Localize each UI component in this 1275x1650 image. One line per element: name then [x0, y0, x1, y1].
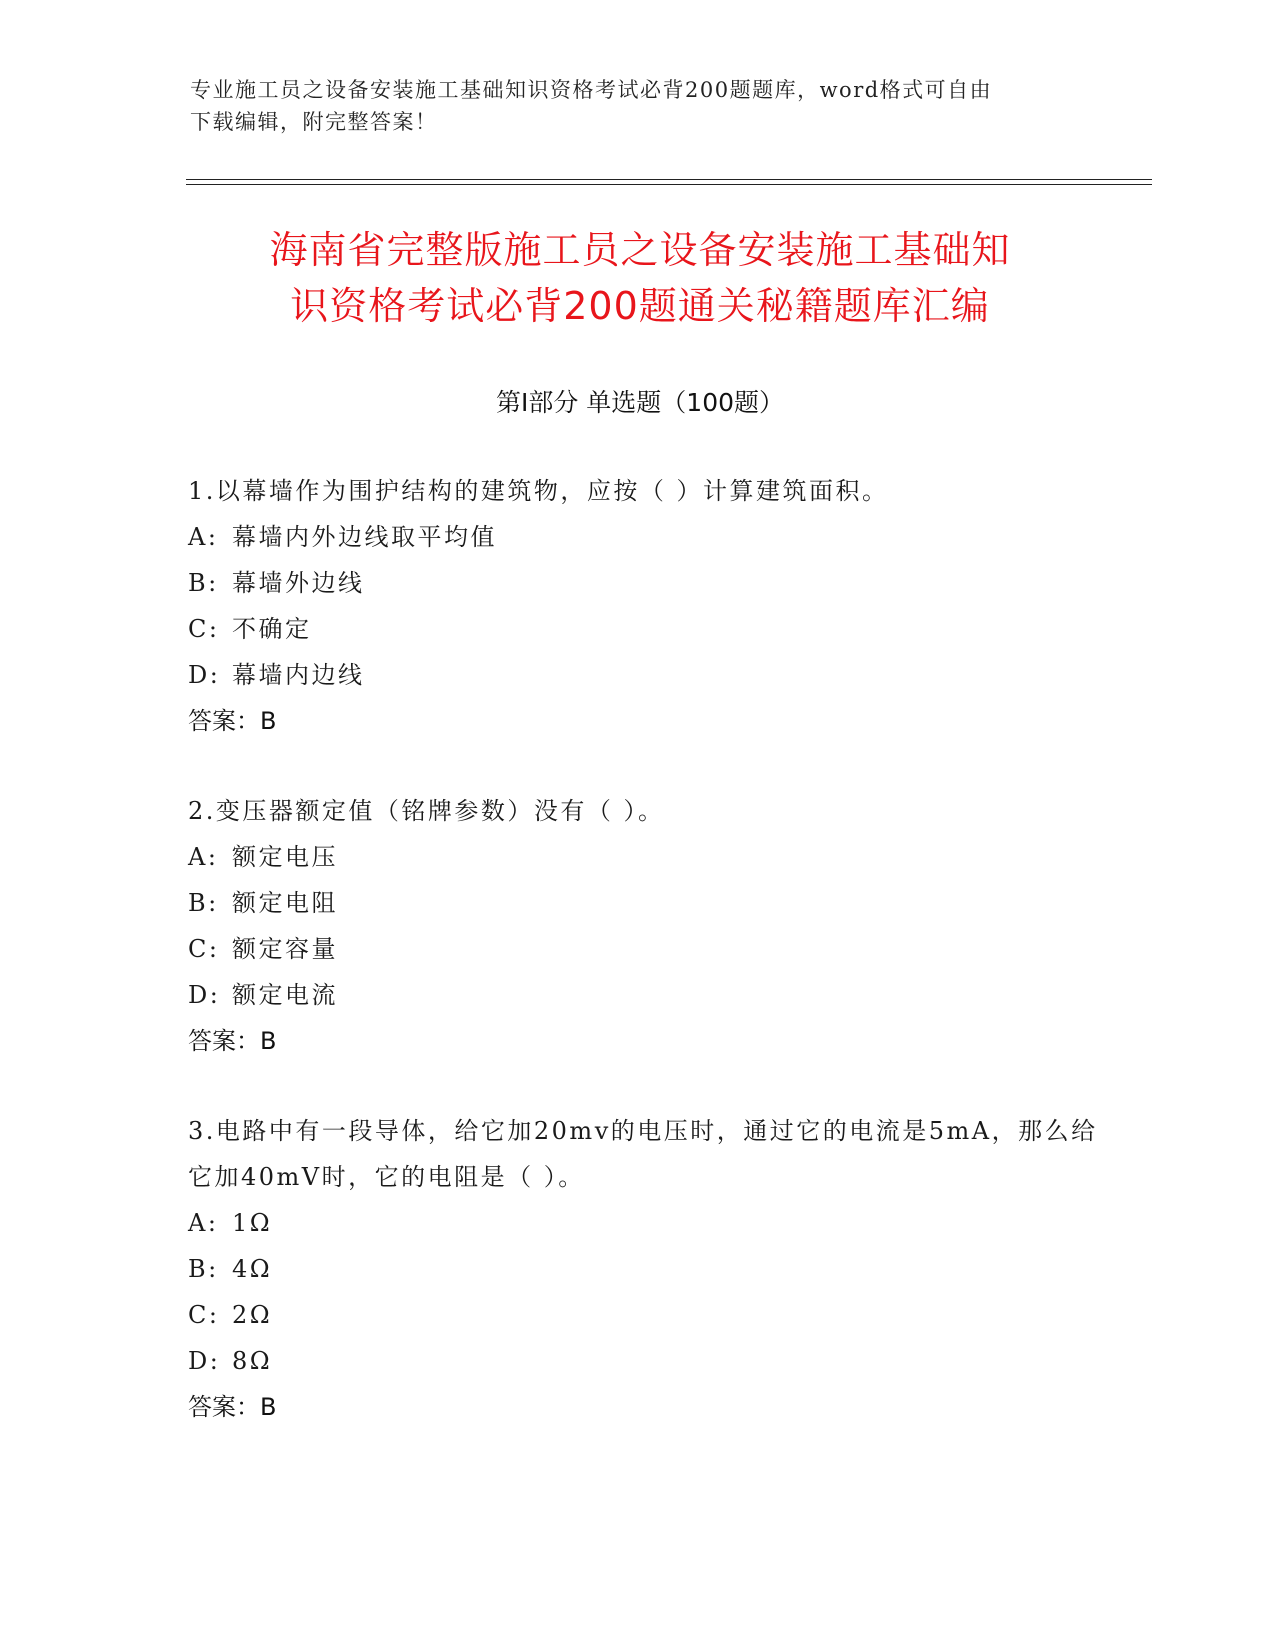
option-letter: D:: [188, 1347, 221, 1375]
answer: 答案：B: [188, 707, 277, 735]
option-text: 幕墙内边线: [232, 661, 365, 689]
option-c: [188, 926, 1098, 972]
option-d: [188, 972, 1098, 1018]
header-divider-bottom: [186, 184, 1152, 185]
option-letter: C:: [188, 1301, 220, 1329]
option-text: 2Ω: [232, 1301, 273, 1329]
question-stem: 2.变压器额定值（铭牌参数）没有（ ）。: [188, 797, 665, 825]
option-letter: A:: [188, 843, 219, 871]
option-text: 额定容量: [232, 935, 338, 963]
answer: 答案：B: [188, 1027, 277, 1055]
option-b: [188, 1246, 1098, 1292]
intro-line-1: 专业施工员之设备安装施工基础知识资格考试必背200题题库，word格式可自由: [190, 78, 993, 102]
option-text: 幕墙内外边线取平均值: [232, 523, 497, 551]
option-text: 4Ω: [232, 1255, 273, 1283]
question-2: [188, 795, 1098, 1064]
answer: 答案：B: [188, 1393, 277, 1421]
option-c: [188, 1292, 1098, 1338]
option-letter: C:: [188, 615, 220, 643]
option-d: [188, 652, 1098, 698]
option-text: 额定电流: [232, 981, 338, 1009]
document-title-line-2: 识资格考试必背200题通关秘籍题库汇编: [290, 284, 990, 328]
option-a: [188, 834, 1098, 880]
option-text: 幕墙外边线: [232, 569, 365, 597]
option-d: [188, 1338, 1098, 1384]
intro-text: [190, 74, 1090, 138]
option-text: 额定电压: [232, 843, 338, 871]
document-title: [140, 222, 1140, 334]
option-letter: B:: [188, 889, 219, 917]
question-1: [188, 475, 1098, 744]
option-text: 不确定: [232, 615, 312, 643]
intro-line-2: 下载编辑，附完整答案！: [190, 110, 438, 134]
option-letter: B:: [188, 1255, 219, 1283]
option-a: [188, 514, 1098, 560]
option-b: [188, 880, 1098, 926]
option-letter: B:: [188, 569, 219, 597]
question-3: [188, 1115, 1098, 1430]
section-title: 第Ⅰ部分 单选题（100题）: [495, 388, 785, 417]
option-text: 额定电阻: [232, 889, 338, 917]
option-letter: C:: [188, 935, 220, 963]
option-a: [188, 1200, 1098, 1246]
option-letter: A:: [188, 1209, 219, 1237]
header-divider-top: [186, 179, 1152, 180]
option-letter: A:: [188, 523, 219, 551]
option-text: 1Ω: [232, 1209, 273, 1237]
option-letter: D:: [188, 661, 221, 689]
document-title-line-1: 海南省完整版施工员之设备安装施工基础知: [269, 228, 1011, 272]
option-letter: D:: [188, 981, 221, 1009]
question-stem: 3.电路中有一段导体，给它加20mv的电压时，通过它的电流是5mA，那么给它加40mV时，它的电阻是（ ）。: [188, 1117, 1098, 1191]
question-stem: 1.以幕墙作为围护结构的建筑物，应按（ ）计算建筑面积。: [188, 477, 889, 505]
option-b: [188, 560, 1098, 606]
option-text: 8Ω: [232, 1347, 273, 1375]
option-c: [188, 606, 1098, 652]
